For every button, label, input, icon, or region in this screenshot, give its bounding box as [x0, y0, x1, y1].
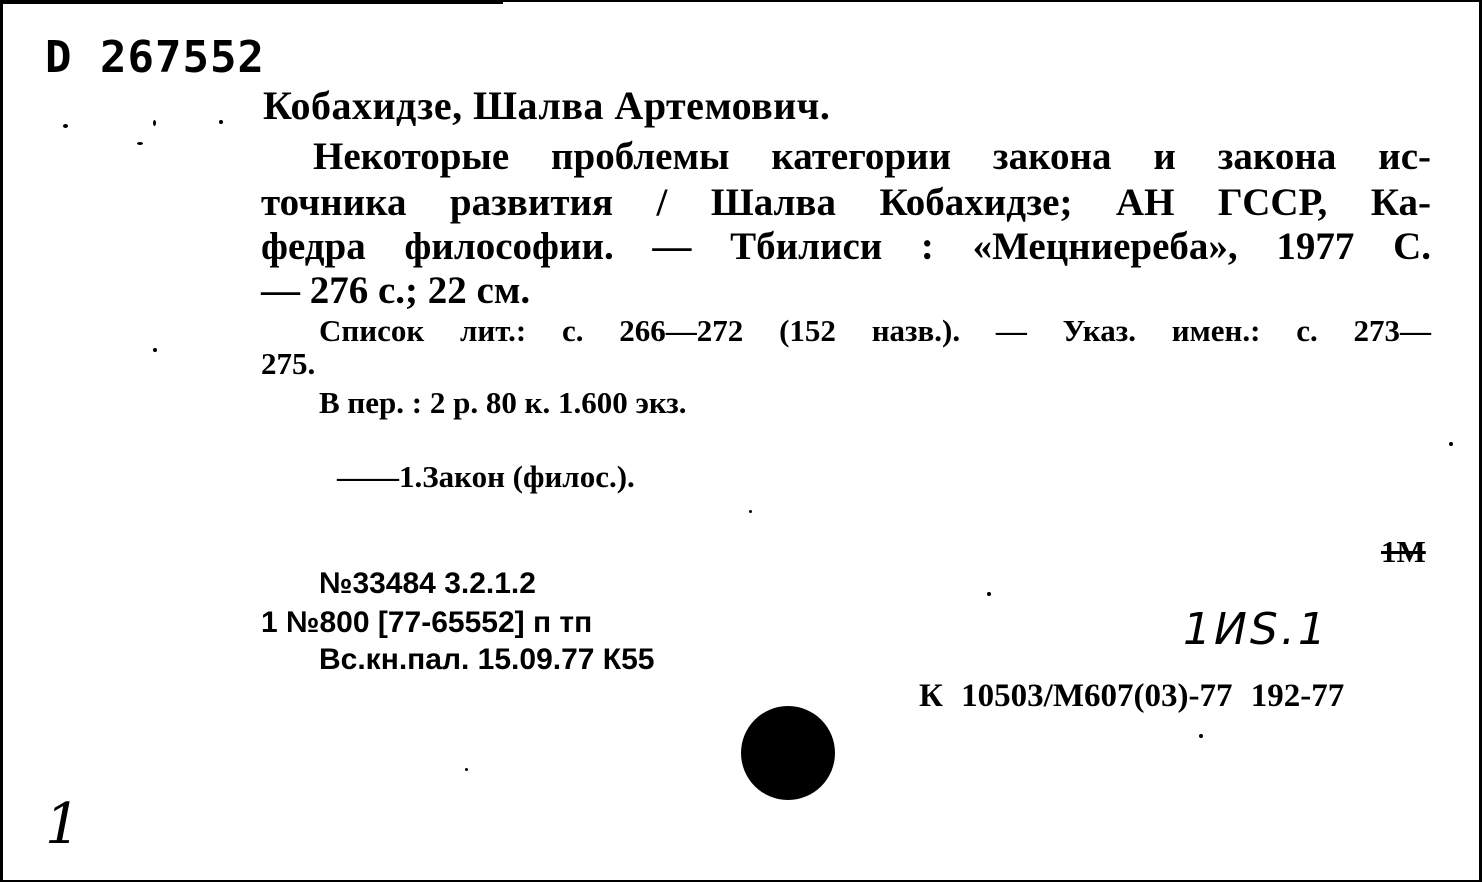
ink-speck [153, 120, 156, 126]
author-heading: Кобахидзе, Шалва Артемович. [263, 83, 831, 128]
ink-speck [1449, 442, 1453, 446]
ink-speck [153, 348, 157, 352]
accession-line: 1 №800 [77-65552] п тп [261, 606, 593, 639]
bibliography-note: 275. [261, 346, 316, 381]
title-line: Некоторые проблемы категории закона и закона ис- [313, 135, 1431, 178]
ink-speck [1199, 734, 1203, 738]
title-line: федра философии. — Тбилиси : «Мецниереба», 1977 С. [261, 225, 1431, 268]
handwritten-shelf-mark: 1ИS.1 [1183, 604, 1329, 655]
bibliography-note: Список лит.: с. 266—272 (152 назв.). — Указ. имен.: с. 273— [319, 313, 1431, 348]
handwritten-number: 1 [45, 792, 81, 857]
call-number: D 267552 [45, 32, 265, 83]
classification-code: К 10503/М607(03)-77 192-77 [919, 678, 1345, 714]
ink-speck [63, 124, 68, 128]
title-line: точника развития / Шалва Кобахидзе; АН ГССР, Ка- [261, 181, 1431, 224]
ink-speck [137, 142, 143, 145]
mark-label: 1М [1381, 534, 1426, 569]
ink-speck [987, 592, 991, 596]
accession-line: Вс.кн.пал. 15.09.77 К55 [319, 643, 655, 676]
ink-speck [465, 768, 468, 771]
ink-speck [219, 120, 223, 124]
subject-heading: ——1.Закон (филос.). [337, 459, 635, 494]
price-note: В пер. : 2 р. 80 к. 1.600 экз. [319, 385, 687, 420]
ink-speck [749, 510, 752, 513]
accession-line: №33484 3.2.1.2 [319, 567, 536, 600]
punch-hole [741, 706, 835, 800]
title-line: — 276 с.; 22 см. [261, 269, 531, 312]
